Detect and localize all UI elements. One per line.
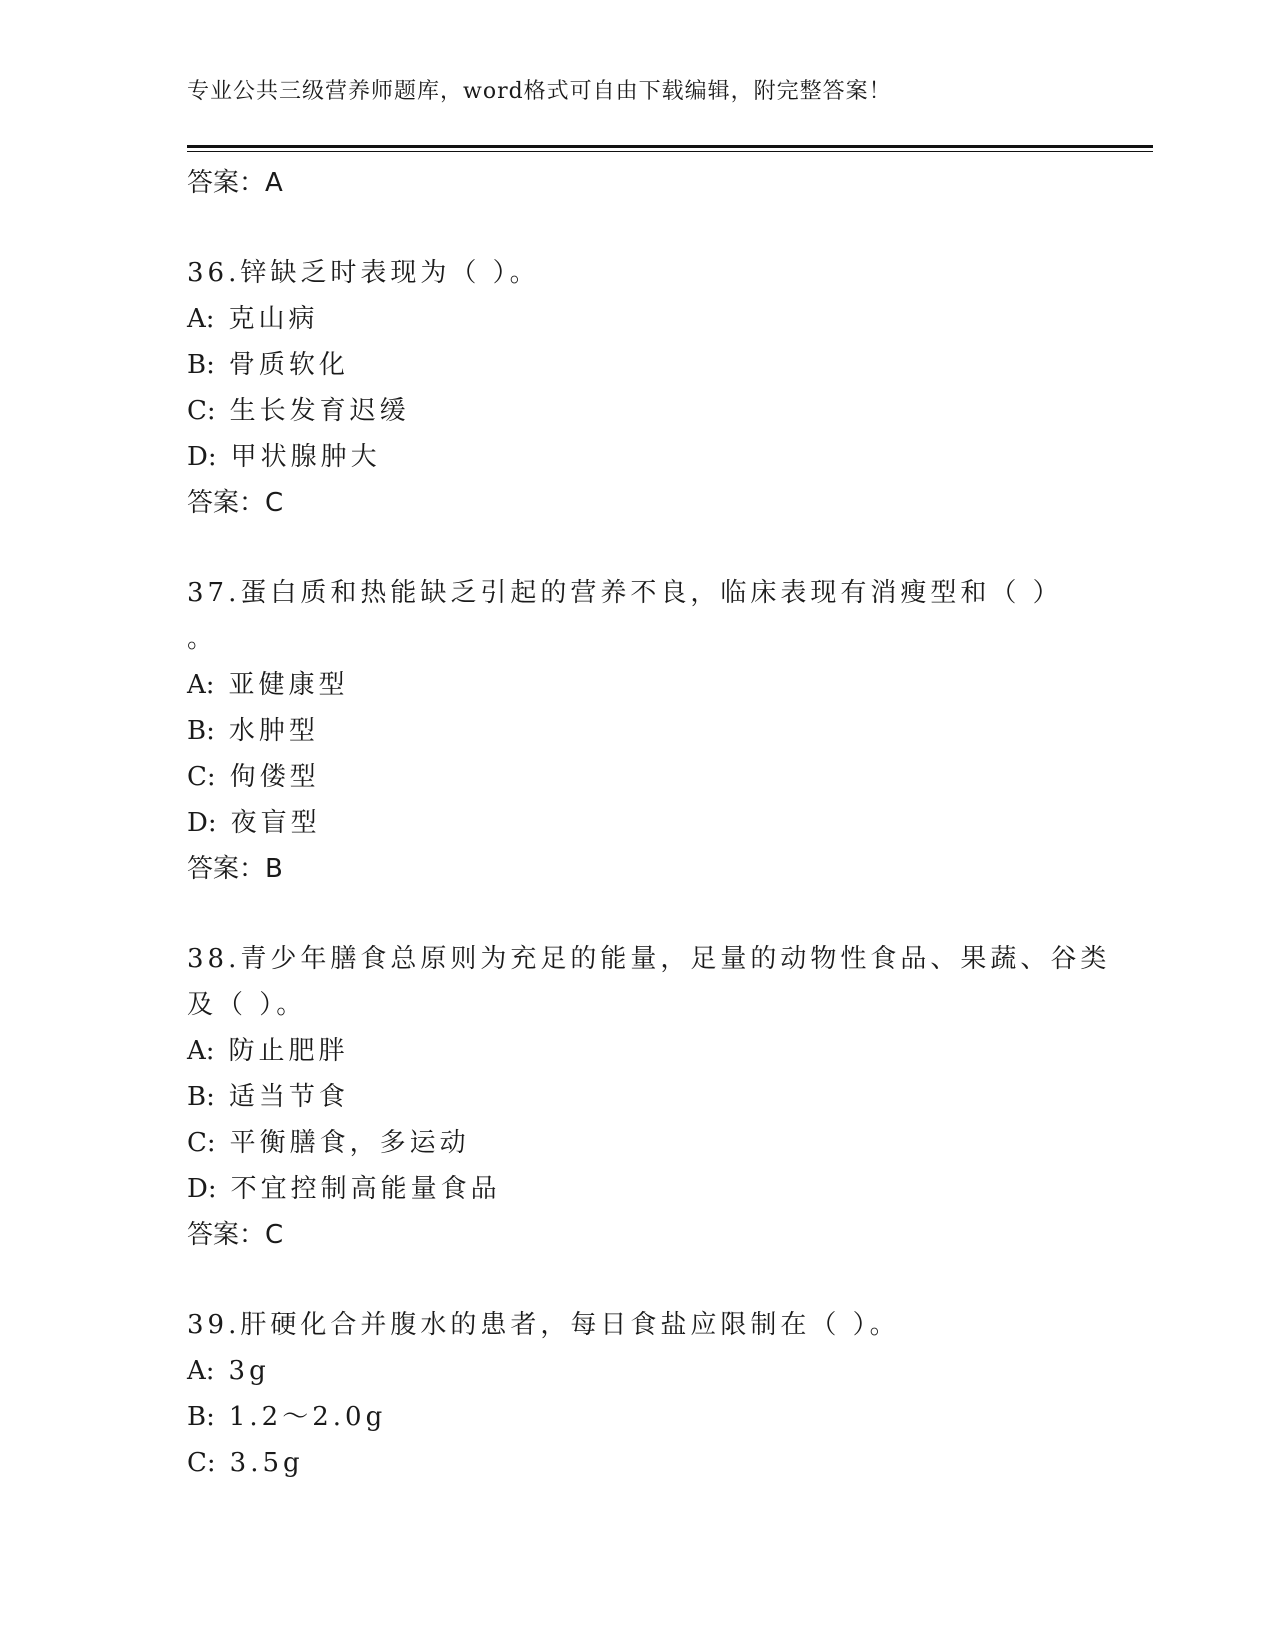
option-key: C: (187, 762, 216, 792)
option-text: 3.5g (229, 1448, 304, 1478)
answer-line: 答案：B (187, 854, 283, 884)
option-text: 克山病 (228, 304, 319, 334)
option-text: 亚健康型 (228, 670, 349, 700)
question-stem (187, 250, 1087, 296)
answer-option (187, 1394, 1087, 1440)
answer-option (187, 388, 1087, 434)
option-text: 适当节食 (228, 1082, 349, 1112)
question-stem-line: 37.蛋白质和热能缺乏引起的营养不良，临床表现有消瘦型和（ ） (187, 578, 1063, 608)
answer-option (187, 1074, 1087, 1120)
option-text: 防止肥胖 (228, 1036, 349, 1066)
option-key: D: (187, 808, 217, 838)
option-text: 3g (228, 1356, 270, 1386)
answer-option (187, 1120, 1087, 1166)
answer-option (187, 1440, 1087, 1486)
option-key: B: (187, 350, 215, 380)
option-text: 不宜控制高能量食品 (230, 1174, 501, 1204)
answer-option (187, 754, 1087, 800)
option-key: B: (187, 1082, 215, 1112)
answer-option (187, 800, 1087, 846)
question-stem (187, 1302, 1087, 1348)
option-key: D: (187, 1174, 217, 1204)
option-text: 生长发育迟缓 (229, 396, 410, 426)
option-key: A: (187, 670, 215, 700)
question-list (187, 160, 1111, 1486)
option-key: B: (187, 1402, 215, 1432)
option-text: 骨质软化 (228, 350, 349, 380)
question-block (187, 570, 1087, 892)
question-stem-line: 39.肝硬化合并腹水的患者，每日食盐应限制在（ ）。 (187, 1310, 900, 1340)
answer-option (187, 708, 1087, 754)
question-stem (187, 936, 1111, 1028)
question-block (187, 936, 1111, 1258)
option-key: A: (187, 1036, 215, 1066)
question-stem (187, 570, 1087, 662)
question-stem-line: 。 (187, 624, 218, 654)
option-text: 平衡膳食，多运动 (229, 1128, 470, 1158)
question-stem-line: 36.锌缺乏时表现为（ ）。 (187, 258, 540, 288)
answer-line: 答案：A (187, 168, 283, 198)
question-block (187, 1302, 1087, 1486)
option-key: C: (187, 1128, 216, 1158)
option-text: 夜盲型 (230, 808, 321, 838)
answer-option (187, 342, 1087, 388)
header-rule-thin (187, 151, 1153, 152)
option-text: 1.2～2.0g (228, 1402, 387, 1432)
answer-line: 答案：C (187, 488, 284, 518)
option-text: 水肿型 (228, 716, 319, 746)
option-text: 佝偻型 (229, 762, 320, 792)
option-key: B: (187, 716, 215, 746)
answer-line: 答案：C (187, 1220, 284, 1250)
questions-container (187, 250, 1111, 1486)
answer-option (187, 1348, 1087, 1394)
answer-option (187, 1166, 1087, 1212)
question-block (187, 250, 1087, 526)
option-text: 甲状腺肿大 (230, 442, 381, 472)
question-stem-line: 及（ ）。 (187, 990, 307, 1020)
answer-option (187, 1028, 1087, 1074)
answer-option (187, 662, 1087, 708)
answer-option (187, 434, 1087, 480)
header-rule-thick (187, 145, 1153, 148)
question-stem-line: 38.青少年膳食总原则为充足的能量，足量的动物性食品、果蔬、谷类 (187, 944, 1111, 974)
option-key: C: (187, 1448, 216, 1478)
option-key: A: (187, 1356, 215, 1386)
option-key: D: (187, 442, 217, 472)
option-key: A: (187, 304, 215, 334)
page-header: 专业公共三级营养师题库，word格式可自由下载编辑，附完整答案！ (187, 79, 892, 104)
answer-option (187, 296, 1087, 342)
option-key: C: (187, 396, 216, 426)
